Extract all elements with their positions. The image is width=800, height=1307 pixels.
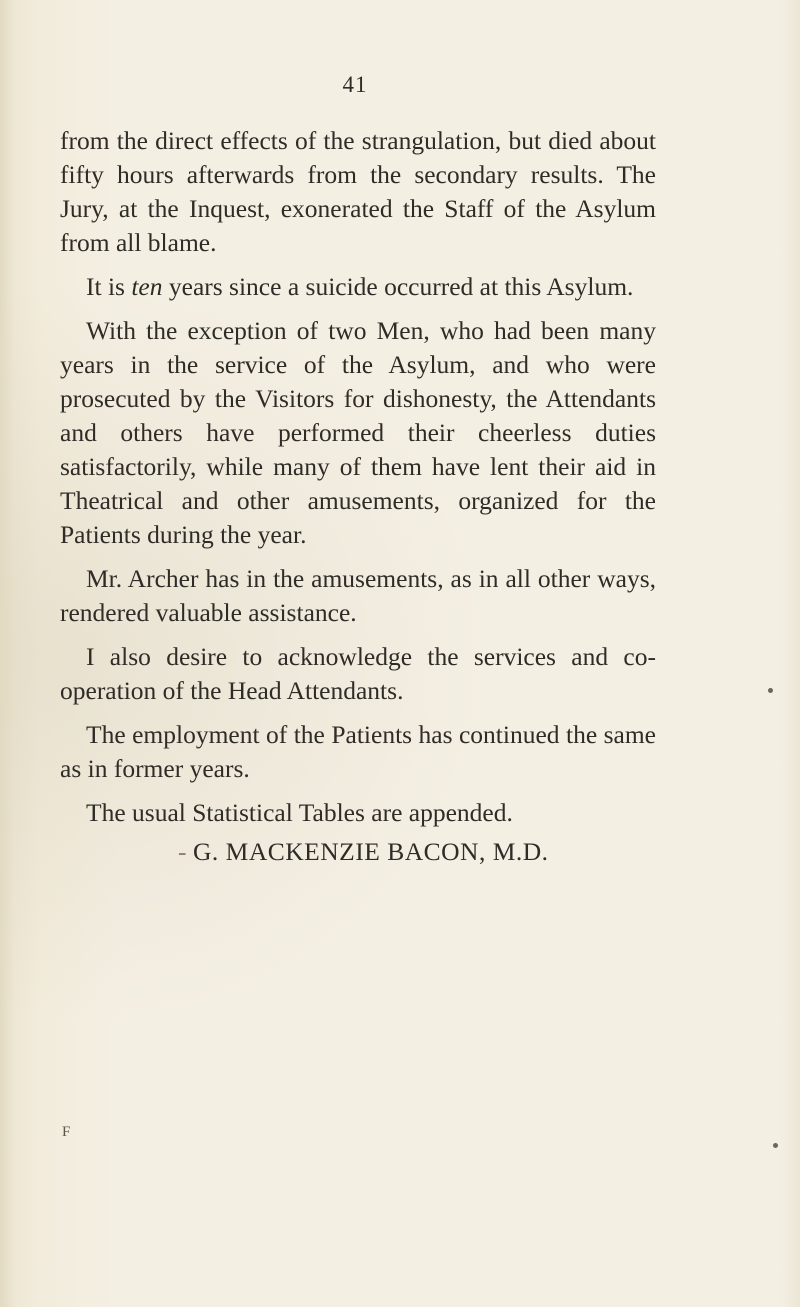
signature-mark-letter: F xyxy=(62,1124,71,1140)
paragraph-strangulation: from the direct effects of the strangulation, but died about fifty hours afterwards from the secondary results. The Jury, at the Inquest, exonerated the Staff of the Asylum from all blame. xyxy=(60,126,656,257)
paragraph-suicide-rest: years since a suicide occurred at this Asylum. xyxy=(162,272,634,301)
paragraph-head-attendants: I also desire to acknowledge the services and co-operation of the Head Attendants. xyxy=(60,642,656,705)
paragraph-suicide-lead: It is xyxy=(86,272,132,301)
signature-dash: - xyxy=(178,837,187,866)
signature-name: G. MACKENZIE BACON, M.D. xyxy=(193,837,549,866)
ink-speck xyxy=(768,688,773,693)
page-number: 41 xyxy=(342,72,368,97)
paragraph-statistical-tables: The usual Statistical Tables are appended. xyxy=(86,798,513,827)
ink-speck xyxy=(773,1143,778,1148)
report-body xyxy=(60,124,656,840)
paragraph-suicide-emphasis: ten xyxy=(131,272,163,301)
paragraph-suicide xyxy=(60,270,656,304)
paragraph-attendants: With the exception of two Men, who had been many years in the service of the Asylum, and who were prosecuted by the Visitors for dishonesty, the Attendants and others have performed their cheerless duties satisfactorily, while many of them have lent their aid in Theatrical and other amusements, organized for the Patients during the year. xyxy=(60,316,656,549)
page-binding-shadow xyxy=(0,0,14,1307)
paragraph-employment: The employment of the Patients has continued the same as in former years. xyxy=(60,720,656,783)
signature-line xyxy=(178,837,678,867)
paragraph-archer: Mr. Archer has in the amusements, as in all other ways, rendered valuable assistance. xyxy=(60,564,656,627)
